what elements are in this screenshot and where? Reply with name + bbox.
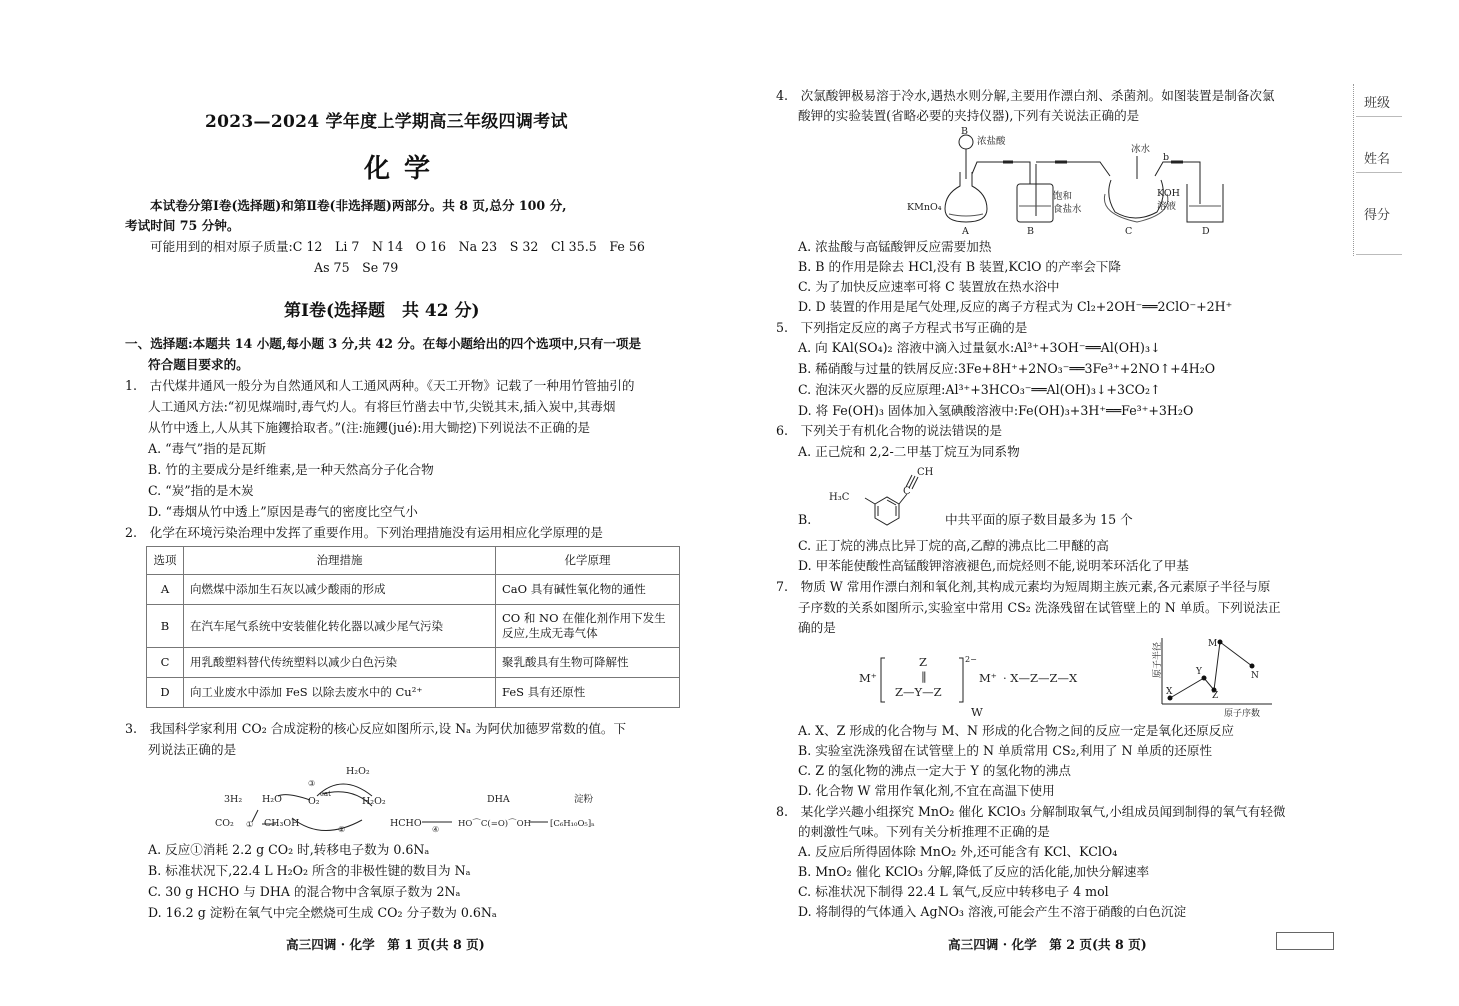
chart-x-label: 原子序数: [1224, 709, 1261, 719]
atomic-masses-1: 可能用到的相对原子质量:C 12 Li 7 N 14 O 16 Na 23 S 32 Cl 35.5 Fe 56: [150, 239, 645, 254]
fig-h2o: H₂O: [262, 794, 282, 805]
compound-w-structure: [855, 640, 1105, 720]
q1-option-c: C. “炭”指的是木炭: [148, 483, 254, 498]
table-cell-option: B: [147, 605, 184, 648]
chart-series-line: [1170, 642, 1252, 698]
q2-table: [146, 546, 680, 708]
principle-line-1: CO 和 NO 在催化剂作用下发生: [502, 611, 666, 625]
q4-option-b: B. B 的作用是除去 HCl,没有 B 装置,KClO 的产率会下降: [798, 259, 1121, 274]
fig-koh-2: 溶液: [1157, 201, 1177, 212]
fig-m-plus-2: M⁺: [979, 671, 997, 685]
fig-b: b: [1163, 152, 1170, 163]
q3-option-d: D. 16.2 g 淀粉在氧气中完全燃烧可生成 CO₂ 分子数为 0.6Nₐ: [148, 905, 497, 920]
table-cell-option: D: [147, 678, 184, 708]
table-cell-option: C: [147, 648, 184, 678]
table-cell-principle: CaO 具有碱性氧化物的通性: [496, 575, 680, 605]
fig-radical: · X—Z—Z—X: [1003, 671, 1078, 685]
chart-point: [1250, 664, 1255, 669]
table-cell-principle: 聚乳酸具有生物可降解性: [496, 648, 680, 678]
q8-stem-1: 8. 某化学兴趣小组探究 MnO₂ 催化 KClO₃ 分解制取氧气,小组成员闻到制得的氧气有轻微: [776, 804, 1286, 819]
sidebar-score-field[interactable]: [1356, 196, 1402, 255]
sidebar-name-label: 姓名: [1364, 152, 1391, 167]
kclo-apparatus-diagram: [905, 124, 1230, 236]
chart-label-y: Y: [1196, 667, 1202, 677]
fig-co2: CO₂: [215, 818, 234, 829]
fig-starch-label: 淀粉: [574, 794, 594, 805]
fig-label-a: A: [962, 226, 969, 236]
q7-option-b: B. 实验室洗涤残留在试管壁上的 N 单质常用 CS₂,利用了 N 单质的还原性: [798, 743, 1213, 758]
q6-option-a: A. 正己烷和 2,2-二甲基丁烷互为同系物: [798, 444, 1020, 459]
fig-h2o2-top: H₂O₂: [346, 766, 370, 777]
q4-stem-1: 4. 次氯酸钾极易溶于冷水,遇热水则分解,主要用作漂白剂、杀菌剂。如图装置是制备次氯: [776, 88, 1275, 103]
table-header: 选项: [147, 547, 184, 575]
q4-option-d: D. D 装置的作用是尾气处理,反应的离子方程式为 Cl₂+2OH⁻══2ClO⁻+2H⁺: [798, 299, 1233, 314]
starch-synthesis-diagram: [212, 760, 632, 840]
toluene-alkyne-structure: [825, 462, 945, 538]
fig-starch-formula: [C₆H₁₀O₅]ₙ: [550, 819, 595, 829]
q5-option-d: D. 将 Fe(OH)₃ 固体加入氢碘酸溶液中:Fe(OH)₃+3H⁺══Fe³⁺+3H₂O: [798, 403, 1194, 418]
section-instructions-2: 符合题目要求的。: [148, 357, 249, 372]
q7-stem-1: 7. 物质 W 常用作漂白剂和氧化剂,其构成元素均为短周期主族元素,各元素原子半径与原: [776, 579, 1271, 594]
q1-stem-1: 1. 古代煤井通风一般分为自然通风和人工通风两种。《天工开物》记载了一种用竹管抽引的: [125, 378, 635, 393]
q6-option-c: C. 正丁烷的沸点比异丁烷的高,乙醇的沸点比二甲醚的高: [798, 538, 1109, 553]
q8-option-b: B. MnO₂ 催化 KClO₃ 分解,降低了反应的活化能,加快分解速率: [798, 864, 1150, 879]
radius-vs-atomic-number-chart: [1140, 632, 1280, 722]
chart-point: [1218, 640, 1223, 645]
q8-option-a: A. 反应后所得固体除 MnO₂ 外,还可能含有 KCl、KClO₄: [798, 844, 1118, 859]
footer-left: 高三四调 · 化学 第 1 页(共 8 页): [286, 937, 485, 952]
fig-dha-formula: HO⌒C(=O)⌒OH: [458, 819, 531, 829]
fig-kmno4: KMnO₄: [907, 202, 942, 213]
exam-title: 2023—2024 学年度上学期高三年级四调考试: [205, 112, 568, 132]
q1-stem-3: 从竹中透上,人从其下施钁拾取者。”(注:施钁(jué):用大锄挖)下列说法不正确的是: [148, 420, 591, 435]
atomic-masses-2: As 75 Se 79: [314, 260, 399, 275]
fig-koh-1: KOH: [1157, 188, 1180, 199]
table-cell-measure: 在汽车尾气系统中安装催化转化器以减少尾气污染: [184, 605, 496, 648]
fig-3h2: 3H₂: [224, 794, 243, 805]
q5-option-a: A. 向 KAl(SO₄)₂ 溶液中滴入过量氨水:Al³⁺+3OH⁻══Al(OH)₃↓: [798, 340, 1161, 355]
footer-right: 高三四调 · 化学 第 2 页(共 8 页): [948, 937, 1147, 952]
fig-label-c: C: [1125, 226, 1133, 236]
table-cell-measure: 用乳酸塑料替代传统塑料以减少白色污染: [184, 648, 496, 678]
intro-line-1: 本试卷分第Ⅰ卷(选择题)和第Ⅱ卷(非选择题)两部分。共 8 页,总分 100 分,: [150, 198, 567, 213]
fig-hcl: 浓盐酸: [977, 136, 1006, 147]
chart-y-label: 原子半径: [1153, 641, 1163, 678]
q3-option-c: C. 30 g HCHO 与 DHA 的混合物中含氧原子数为 2Nₐ: [148, 884, 461, 899]
q2-table-wrap: [146, 546, 680, 708]
q7-option-d: D. 化合物 W 常用作氧化剂,不宜在高温下使用: [798, 783, 1055, 798]
sidebar-class-field[interactable]: [1356, 84, 1402, 117]
chart-point: [1202, 676, 1207, 681]
fig-h2o2: H₂O₂: [362, 796, 386, 807]
q6-option-d: D. 甲苯能使酸性高锰酸钾溶液褪色,而烷烃则不能,说明苯环活化了甲基: [798, 558, 1189, 573]
chart-label-m: M: [1208, 639, 1218, 649]
fig-brine-2: 食盐水: [1053, 204, 1082, 215]
sidebar-divider: [1353, 84, 1355, 256]
fig-z-top: Z: [919, 655, 927, 669]
table-cell-principle: FeS 具有还原性: [496, 678, 680, 708]
q5-option-b: B. 稀硝酸与过量的铁屑反应:3Fe+8H⁺+2NO₃⁻══3Fe³⁺+2NO↑+4H₂O: [798, 361, 1216, 376]
fig-step4: ④: [432, 825, 440, 834]
fig-double-bond: ‖: [921, 669, 927, 683]
fig-ch3oh: CH₃OH: [264, 818, 300, 829]
table-row: [147, 605, 680, 648]
sidebar-name-field[interactable]: [1356, 140, 1402, 173]
q6-option-b-label: B.: [798, 512, 812, 527]
fig-step1: ①: [246, 820, 254, 829]
q8-option-c: C. 标准状况下制得 22.4 L 氧气,反应中转移电子 4 mol: [798, 884, 1109, 899]
table-row: [147, 678, 680, 708]
q5-stem: 5. 下列指定反应的离子方程式书写正确的是: [776, 320, 1028, 335]
subject-title: 化学: [364, 154, 445, 184]
q3-option-b: B. 标准状况下,22.4 L H₂O₂ 所含的非极性键的数目为 Nₐ: [148, 863, 471, 878]
fig-c: C: [903, 486, 911, 497]
table-cell-principle: [496, 605, 680, 648]
fig-o2: O₂: [308, 796, 320, 807]
q1-option-b: B. 竹的主要成分是纤维素,是一种天然高分子化合物: [148, 462, 434, 477]
q8-stem-2: 的刺激性气味。下列有关分析推理不正确的是: [798, 824, 1050, 839]
q4-option-a: A. 浓盐酸与高锰酸钾反应需要加热: [798, 239, 992, 254]
fig-m-plus: M⁺: [859, 671, 877, 685]
q2-stem: 2. 化学在环境污染治理中发挥了重要作用。下列治理措施没有运用相应化学原理的是: [125, 525, 603, 540]
q7-option-a: A. X、Z 形成的化合物与 M、N 形成的化合物之间的反应一定是氧化还原反应: [798, 723, 1234, 738]
table-cell-measure: 向燃煤中添加生石灰以减少酸雨的形成: [184, 575, 496, 605]
fig-b-top: B: [961, 126, 968, 137]
fig-w: W: [971, 705, 983, 719]
fig-h3c: H₃C: [829, 492, 850, 503]
chart-label-n: N: [1251, 671, 1259, 681]
q4-option-c: C. 为了加快反应速率可将 C 装置放在热水浴中: [798, 279, 1060, 294]
score-box: [1276, 932, 1334, 950]
fig-step3: ③: [308, 779, 316, 788]
q3-stem-1: 3. 我国科学家利用 CO₂ 合成淀粉的核心反应如图所示,设 Nₐ 为阿伏加德罗常数的值。下: [125, 721, 627, 736]
fig-ice-water: 冰水: [1131, 144, 1151, 155]
table-header: 化学原理: [496, 547, 680, 575]
q3-option-a: A. 反应①消耗 2.2 g CO₂ 时,转移电子数为 0.6Nₐ: [148, 842, 430, 857]
principle-line-2: 反应,生成无毒气体: [502, 626, 598, 640]
fig-step2: ②: [338, 825, 346, 834]
fig-brine-1: 饱和: [1053, 191, 1073, 202]
fig-label-b: B: [1027, 226, 1034, 236]
intro-line-2: 考试时间 75 分钟。: [125, 218, 240, 233]
fig-charge: 2−: [965, 655, 977, 664]
sidebar-class-label: 班级: [1364, 96, 1391, 111]
q3-stem-2: 列说法正确的是: [148, 742, 237, 757]
table-header: 治理措施: [184, 547, 496, 575]
q8-option-d: D. 将制得的气体通入 AgNO₃ 溶液,可能会产生不溶于硝酸的白色沉淀: [798, 904, 1187, 919]
q4-stem-2: 酸钾的实验装置(省略必要的夹持仪器),下列有关说法正确的是: [798, 108, 1140, 123]
fig-dha-label: DHA: [487, 794, 510, 805]
q7-option-c: C. Z 的氢化物的沸点一定大于 Y 的氢化物的沸点: [798, 763, 1071, 778]
section-title: 第Ⅰ卷(选择题 共 42 分): [284, 301, 480, 321]
fig-ch: CH: [917, 467, 934, 478]
q5-option-c: C. 泡沫灭火器的反应原理:Al³⁺+3HCO₃⁻══Al(OH)₃↓+3CO₂↑: [798, 382, 1161, 397]
section-instructions-1: 一、选择题:本题共 14 小题,每小题 3 分,共 42 分。在每小题给出的四个选项中,只有一项是: [125, 336, 642, 351]
fig-hcho: HCHO: [390, 818, 422, 829]
q6-stem: 6. 下列关于有机化合物的说法错误的是: [776, 423, 1003, 438]
q1-option-a: A. “毒气”指的是瓦斯: [148, 441, 267, 456]
fig-label-d: D: [1202, 226, 1210, 236]
table-row: [147, 575, 680, 605]
q1-option-d: D. “毒烟从竹中透上”原因是毒气的密度比空气小: [148, 504, 418, 519]
table-cell-option: A: [147, 575, 184, 605]
q7-stem-2: 子序数的关系如图所示,实验室中常用 CS₂ 洗涤残留在试管壁上的 N 单质。下列说法正: [798, 600, 1281, 615]
table-cell-measure: 向工业废水中添加 FeS 以除去废水中的 Cu²⁺: [184, 678, 496, 708]
table-row: [147, 648, 680, 678]
q7-stem-3: 确的是: [798, 620, 836, 635]
q6-option-b-text: 中共平面的原子数目最多为 15 个: [945, 512, 1133, 527]
chart-label-z: Z: [1212, 691, 1219, 701]
fig-zyz: Z—Y—Z: [895, 685, 942, 699]
table-header-row: [147, 547, 680, 575]
fig-cat: cat: [320, 790, 331, 798]
chart-label-x: X: [1166, 687, 1173, 697]
sidebar-score-label: 得分: [1364, 208, 1391, 223]
q1-stem-2: 人工通风方法:“初见煤端时,毒气灼人。有将巨竹凿去中节,尖锐其末,插入炭中,其毒烟: [148, 399, 616, 414]
